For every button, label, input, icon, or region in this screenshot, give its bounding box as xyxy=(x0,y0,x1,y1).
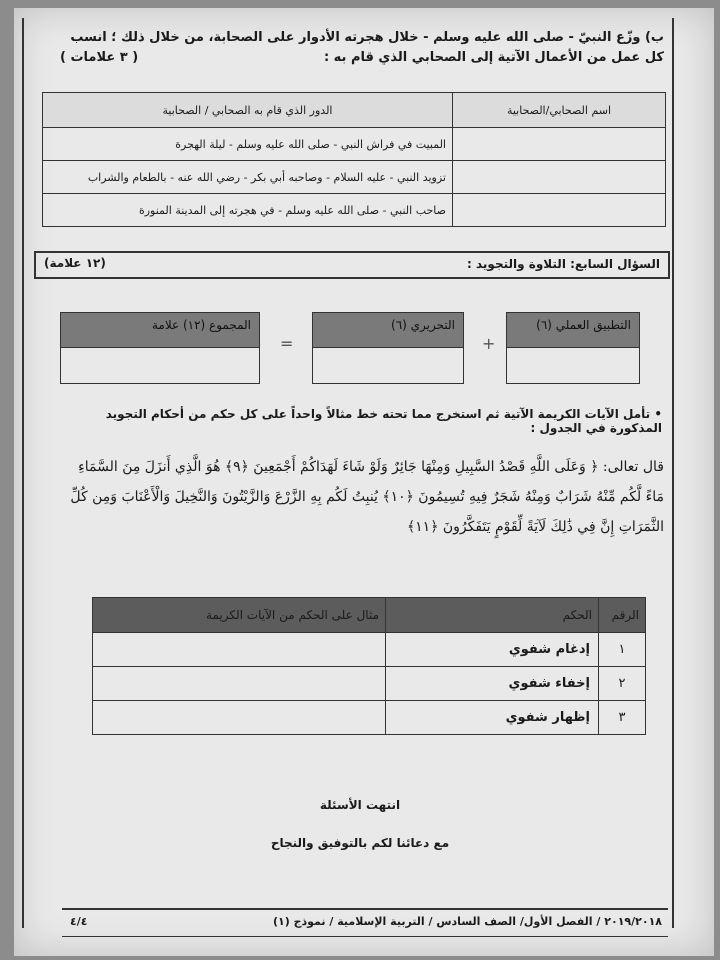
rule-cell: إخفاء شفوي xyxy=(386,667,599,701)
tajweed-table-header xyxy=(93,598,646,633)
header-companion-name: اسم الصحابي/الصحابية xyxy=(453,93,666,128)
header-role: الدور الذي قام به الصحابي / الصحابية xyxy=(43,93,453,128)
written-score-label: التحريري (٦) xyxy=(313,313,463,348)
section-7-marks: (١٢ علامة) xyxy=(44,256,106,270)
plus-sign: + xyxy=(482,334,496,353)
table-row xyxy=(43,128,666,161)
row-number: ٢ xyxy=(599,667,646,701)
table-row xyxy=(43,194,666,227)
answer-cell[interactable] xyxy=(453,161,666,194)
section-7-header xyxy=(34,251,670,279)
rule-cell: إظهار شفوي xyxy=(386,701,599,735)
header-example: مثال على الحكم من الآيات الكريمة xyxy=(93,598,386,633)
row-number: ١ xyxy=(599,633,646,667)
total-score-box xyxy=(60,312,260,384)
example-answer-cell[interactable] xyxy=(93,667,386,701)
instruction-label: تأمل الآيات الكريمة الآتية ثم استخرج مما تحته خط مثالاً واحداً على كل حكم من أحكام التجويد المذكورة في الجدول : xyxy=(105,407,662,435)
written-score-box xyxy=(312,312,464,384)
role-cell: صاحب النبي - صلى الله عليه وسلم - في هجرته إلى المدينة المنورة xyxy=(43,194,453,227)
good-luck-wish: مع دعائنا لكم بالتوفيق والنجاح xyxy=(270,836,450,850)
role-cell: تزويد النبي - عليه السلام - وصاحبه أبي بكر - رضي الله عنه - بالطعام والشراب xyxy=(43,161,453,194)
example-answer-cell[interactable] xyxy=(93,633,386,667)
quran-verse: قال تعالى: ﴿ وَعَلَى اللَّهِ قَصْدُ السَّبِيلِ وَمِنْهَا جَائِرٌ وَلَوْ شَاءَ لَهَدَاكُمْ أَجْمَعِينَ ﴿٩﴾ هُوَ الَّذِي أَنزَلَ مِنَ السَّمَاءِ مَاءً لَّكُم مِّنْهُ شَرَابٌ وَمِنْهُ شَجَرٌ فِيهِ تُسِيمُونَ ﴿١٠﴾ يُنبِتُ لَكُم بِهِ الزَّرْعَ وَالزَّيْتُونَ وَالنَّخِيلَ وَالْأَعْنَابَ وَمِن كُلِّ الثَّمَرَاتِ إِنَّ فِي ذَٰلِكَ لَآيَةً لِّقَوْمٍ يَتَفَكَّرُونَ ﴿١١﴾ xyxy=(70,459,664,535)
instruction-text: • تأمل الآيات الكريمة الآتية ثم استخرج مما تحته خط مثالاً واحداً على كل حكم من أحكام التجويد المذكورة في الجدول : xyxy=(105,407,662,435)
total-score-label: المجموع (١٢) علامة xyxy=(61,313,259,348)
role-cell: المبيت في فراش النبي - صلى الله عليه وسلم - ليلة الهجرة xyxy=(43,128,453,161)
footer-text: ٢٠١٩/٢٠١٨ / الفصل الأول/ الصف السادس / التربية الإسلامية / نموذج (١) xyxy=(272,915,662,928)
equals-sign: = xyxy=(280,334,294,353)
roles-table xyxy=(42,92,666,227)
practical-score-box xyxy=(506,312,640,384)
end-of-questions: انتهت الأسئلة xyxy=(319,798,401,812)
practical-score-label: التطبيق العملي (٦) xyxy=(507,313,639,348)
roles-table-header xyxy=(43,93,666,128)
example-answer-cell[interactable] xyxy=(93,701,386,735)
header-number: الرقم xyxy=(599,598,646,633)
header-rule: الحكم xyxy=(386,598,599,633)
tajweed-table xyxy=(92,597,646,735)
answer-cell[interactable] xyxy=(453,128,666,161)
page-number: ٤/٤ xyxy=(70,915,88,928)
page-footer xyxy=(62,908,668,937)
section-7-label: السؤال السابع: التلاوة والتجويد : xyxy=(467,257,660,271)
question-b-marks: ( ٣ علامات ) xyxy=(60,50,139,65)
table-row xyxy=(93,633,646,667)
table-row xyxy=(93,667,646,701)
table-row xyxy=(93,701,646,735)
question-b-text: ب) وزّع النبيّ - صلى الله عليه وسلم - خلال هجرته الأدوار على الصحابة، من خلال ذلك ؛ انسب كل عمل من الأعمال الآتية إلى الصحابي الذي قام به : xyxy=(70,30,664,65)
table-row xyxy=(43,161,666,194)
row-number: ٣ xyxy=(599,701,646,735)
answer-cell[interactable] xyxy=(453,194,666,227)
rule-cell: إدغام شفوي xyxy=(386,633,599,667)
